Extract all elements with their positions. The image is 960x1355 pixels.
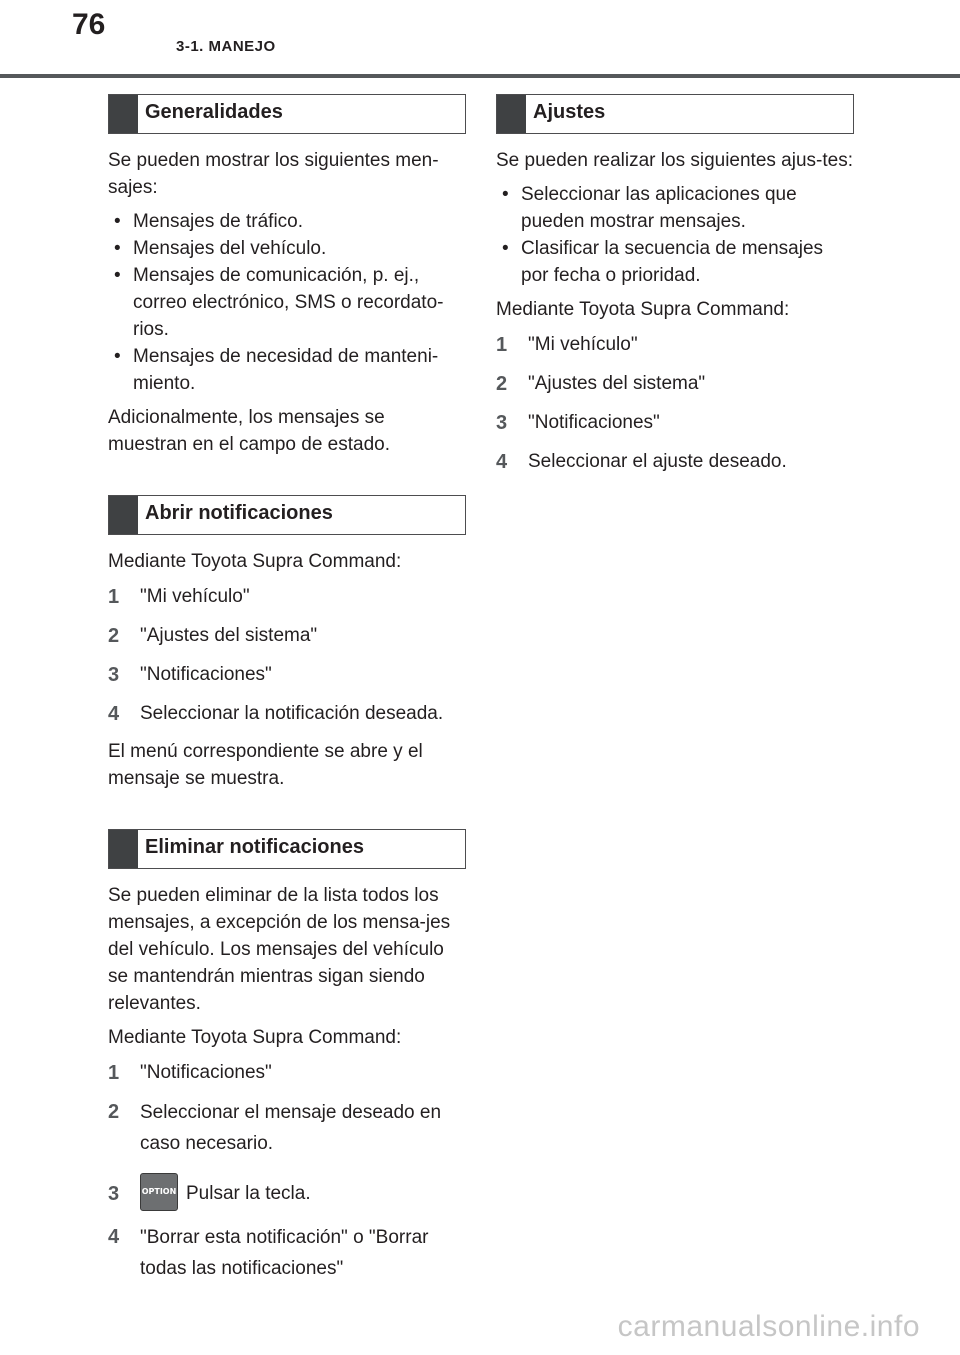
paragraph: Se pueden eliminar de la lista todos los mensajes, a excepción de los mensa-jes del vehículo. Los mensajes del vehículo se mantendrán mientras sigan siendo relevantes. <box>108 885 451 1014</box>
step-text: Pulsar la tecla. <box>186 1183 311 1204</box>
section-heading-bar <box>109 830 138 868</box>
step-item <box>496 369 854 399</box>
step-text: "Notificaciones" <box>140 664 272 685</box>
step-text: "Notificaciones" <box>528 412 660 433</box>
bullet-dot: • <box>114 238 121 259</box>
step-item <box>496 447 854 477</box>
header-rule <box>0 74 960 78</box>
list-item <box>496 181 854 235</box>
list-item-text: Clasificar la secuencia de mensajes por fecha o prioridad. <box>521 238 824 286</box>
list-item-text: Seleccionar las aplicaciones que pueden mostrar mensajes. <box>521 184 797 232</box>
step-text: Seleccionar el mensaje deseado en caso necesario. <box>140 1102 442 1154</box>
bullet-dot: • <box>502 238 509 259</box>
section-heading-label: Abrir notificaciones <box>145 502 333 524</box>
step-item <box>108 1222 466 1284</box>
section-heading-label: Ajustes <box>533 101 606 123</box>
list-item <box>108 343 466 397</box>
step-number: 4 <box>108 703 120 725</box>
section-spacer <box>108 799 466 829</box>
step-text: "Ajustes del sistema" <box>528 373 706 394</box>
step-number: 3 <box>108 664 120 686</box>
section-spacer <box>108 465 466 495</box>
bullet-dot: • <box>114 211 121 232</box>
step-number: 3 <box>108 1183 120 1205</box>
section-heading-abrir <box>108 495 466 535</box>
step-text: "Borrar esta notificación" o "Borrar todas las notificaciones" <box>140 1227 429 1279</box>
page-number: 76 <box>72 8 106 41</box>
list-item <box>108 208 466 235</box>
step-number: 1 <box>496 334 508 356</box>
step-number: 4 <box>496 451 508 473</box>
step-text: "Mi vehículo" <box>528 334 638 355</box>
list-item <box>108 262 466 343</box>
list-item-text: Mensajes de necesidad de manteni-miento. <box>133 346 439 394</box>
paragraph: El menú correspondiente se abre y el mensaje se muestra. <box>108 741 423 789</box>
step-item <box>496 408 854 438</box>
step-item <box>108 582 466 612</box>
step-item <box>108 699 466 729</box>
list-item-text: Mensajes de comunicación, p. ej., correo electrónico, SMS o recordato-rios. <box>133 265 444 340</box>
section-heading-eliminar <box>108 829 466 869</box>
bullet-list <box>496 181 854 289</box>
paragraph: Adicionalmente, los mensajes se muestran en el campo de estado. <box>108 407 391 455</box>
step-number: 3 <box>496 412 508 434</box>
step-number: 4 <box>108 1226 120 1248</box>
option-key-icon: OPTION <box>140 1173 178 1211</box>
step-text: Seleccionar la notificación deseada. <box>140 703 444 724</box>
section-heading-bar <box>109 496 138 534</box>
step-number: 2 <box>496 373 508 395</box>
list-item <box>496 235 854 289</box>
step-item <box>108 621 466 651</box>
section-heading-bar <box>109 95 138 133</box>
paragraph: Se pueden realizar los siguientes ajus-tes: <box>496 150 853 171</box>
list-item-text: Mensajes de tráfico. <box>133 211 304 232</box>
step-number: 1 <box>108 586 120 608</box>
step-number: 2 <box>108 625 120 647</box>
bullet-list <box>108 208 466 397</box>
bullet-dot: • <box>502 184 509 205</box>
chapter-title: 3-1. MANEJO <box>176 38 276 55</box>
paragraph: Mediante Toyota Supra Command: <box>108 551 402 572</box>
page-header <box>0 0 960 80</box>
step-text: "Mi vehículo" <box>140 586 250 607</box>
step-item <box>108 1175 466 1213</box>
step-text: "Notificaciones" <box>140 1062 272 1083</box>
section-heading-generalidades <box>108 94 466 134</box>
section-heading-label: Generalidades <box>145 101 283 123</box>
paragraph: Mediante Toyota Supra Command: <box>496 299 790 320</box>
step-item <box>108 1097 466 1159</box>
right-column <box>496 94 854 486</box>
paragraph: Mediante Toyota Supra Command: <box>108 1027 402 1048</box>
step-number: 1 <box>108 1062 120 1084</box>
section-heading-ajustes <box>496 94 854 134</box>
bullet-dot: • <box>114 346 121 367</box>
step-item <box>108 1058 466 1088</box>
list-item <box>108 235 466 262</box>
list-item-text: Mensajes del vehículo. <box>133 238 327 259</box>
section-heading-bar <box>497 95 526 133</box>
left-column <box>108 94 466 1293</box>
step-item <box>496 330 854 360</box>
step-text: "Ajustes del sistema" <box>140 625 318 646</box>
watermark: carmanualsonline.info <box>617 1310 920 1343</box>
section-heading-label: Eliminar notificaciones <box>145 836 364 858</box>
step-number: 2 <box>108 1101 120 1123</box>
paragraph: Se pueden mostrar los siguientes men-sajes: <box>108 150 439 198</box>
step-item <box>108 660 466 690</box>
step-text: Seleccionar el ajuste deseado. <box>528 451 787 472</box>
bullet-dot: • <box>114 265 121 286</box>
